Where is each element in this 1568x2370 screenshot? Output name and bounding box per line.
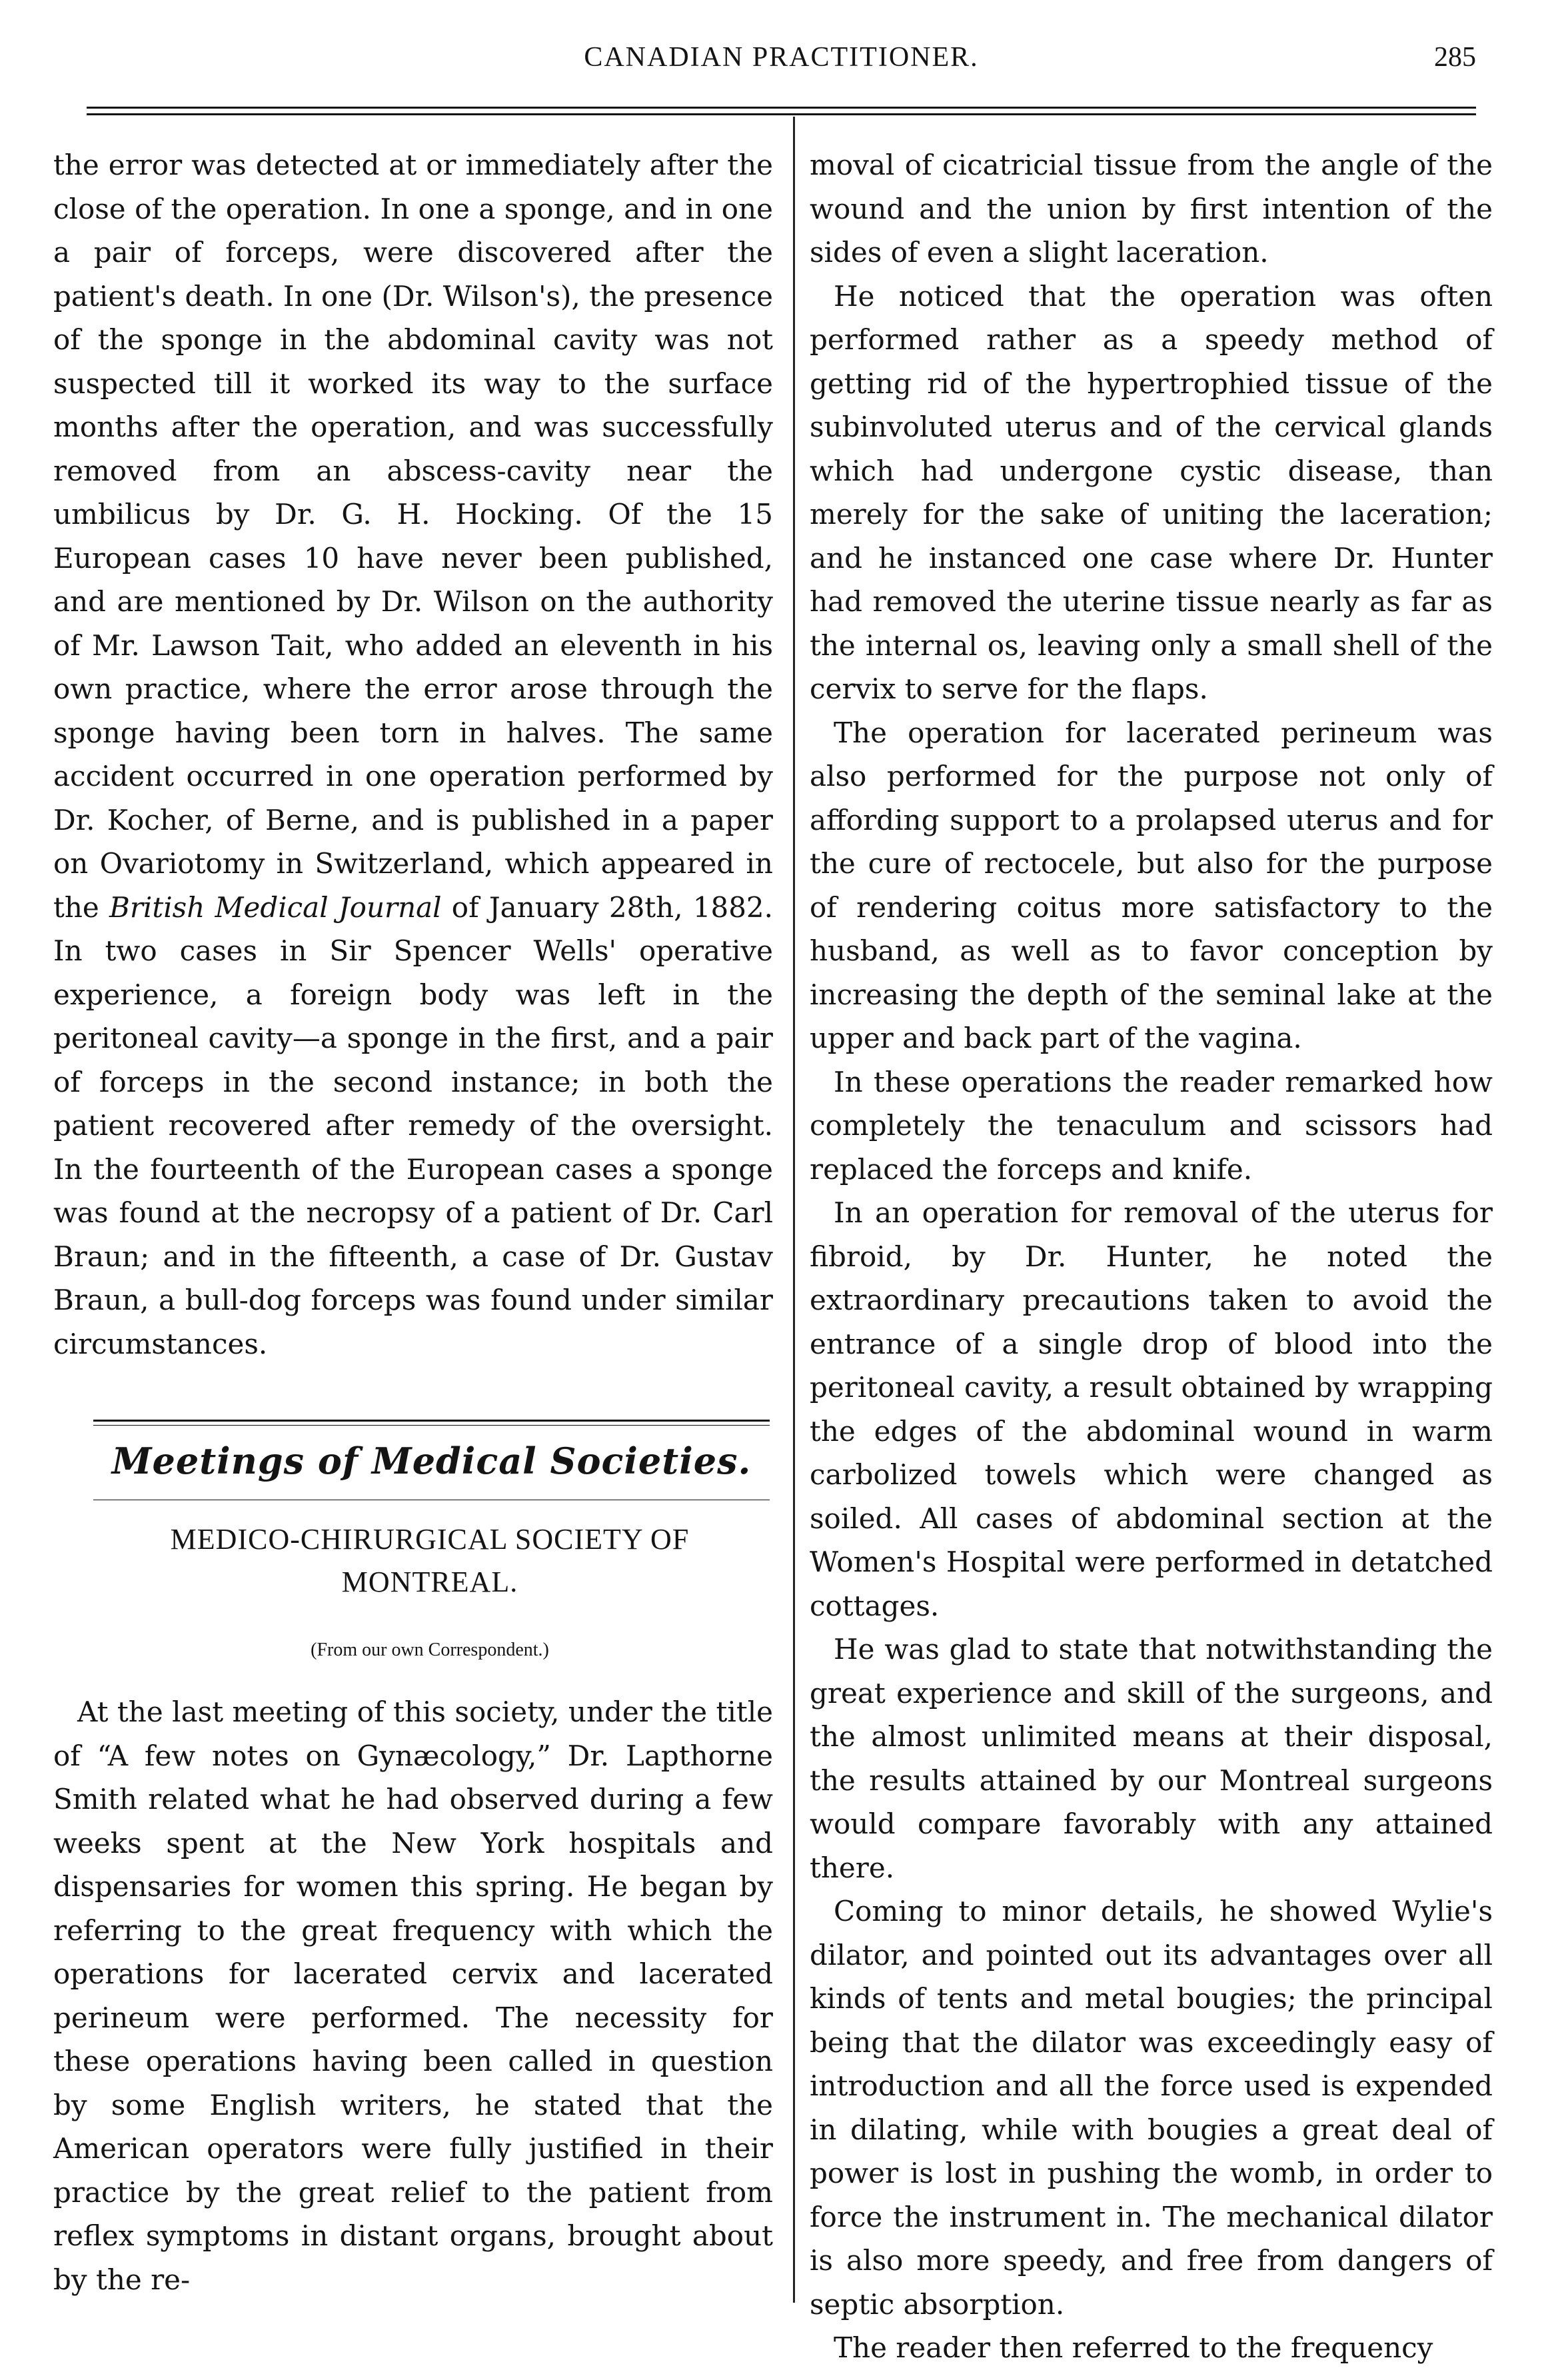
page-number: 285 — [1434, 42, 1476, 73]
right-paragraph: He noticed that the operation was often performed rather as a speedy method of getting rid of the hypertrophied tissue of the subinvoluted uterus and of the cervical glands which had undergone cystic disease, than merely for the sake of uniting the laceration; and he instanced one case where Dr. Hunter had removed the uterine tissue nearly as far as the internal os, leaving only a small shell of the cervix to serve for the flaps. — [810, 279, 1493, 705]
journal-citation: British Medical Journal — [109, 890, 442, 924]
right-paragraph: In these operations the reader remarked how completely the tenaculum and scissors had replaced the forceps and knife. — [810, 1065, 1493, 1186]
right-paragraph: The operation for lacerated perineum was also performed for the purpose not only of affording support to a prolapsed uterus and for the cure of rectocele, but also for the purpose of rendering coitus more satisfactory to the husband, as well as to favor conception by increasing the depth of the seminal lake at the upper and back part of the vagina. — [810, 716, 1493, 1054]
left-column — [53, 143, 773, 1366]
left-top-tail: of January 28th, 1882. In two cases in Sir Spencer Wells' operative experience, a foreign body was left in the peritoneal cavity—a sponge in the first, and a pair of forceps in the second instance; in both the patient recovered after remedy of the oversight. In the fourteenth of the European cases a sponge was found at the necropsy of a patient of Dr. Carl Braun; and in the fifteenth, a case of Dr. Gustav Braun, a bull-dog forceps was found under similar circumstances. — [53, 890, 773, 1360]
journal-title: CANADIAN PRACTITIONER. — [584, 42, 979, 73]
section-rule-thin — [93, 1425, 770, 1426]
right-paragraph: He was glad to state that notwithstanding the great experience and skill of the surgeons, and the almost unlimited means at their disposal, the results attained by our Montreal surgeons would compare favorably with any attained there. — [810, 1633, 1493, 1884]
right-paragraph: moval of cicatricial tissue from the angle of the wound and the union by first intention of the sides of even a slight laceration. — [810, 149, 1493, 269]
header-rule-second — [87, 113, 1476, 115]
section-rule — [93, 1420, 770, 1422]
right-paragraph: Coming to minor details, he showed Wylie's dilator, and pointed out its advantages over all kinds of tents and metal bougies; the principal being that the dilator was exceedingly easy of introduction and all the force used is expended in dilating, while with bougies a great deal of power is lost in pushing the womb, in order to force the instrument in. The mechanical dilator is also more speedy, and free from dangers of septic absorption. — [810, 1895, 1493, 2321]
left-top-paragraph — [53, 143, 773, 1366]
meeting-paragraph: At the last meeting of this society, under the title of “A few notes on Gynæcology,” Dr. Lapthorne Smith related what he had observed during a few weeks spent at the New York hospitals and dispensaries for women this spring. He began by referring to the great frequency with which the operations for lacerated cervix and lacerated perineum were performed. The necessity for these operations having been called in question by some English writers, he stated that the American operators were fully justified in their practice by the great relief to the patient from reflex symptoms in distant organs, brought about by the re- — [53, 1696, 773, 2296]
column-divider — [793, 117, 795, 2303]
page-header — [87, 41, 1476, 88]
right-paragraph: The reader then referred to the frequency — [834, 2331, 1433, 2364]
left-top-text: the error was detected at or immediately after the close of the operation. In one a sponge, and in one a pair of forceps, were discovered after the patient's death. In one (Dr. Wilson's), the presence of the sponge in the abdominal cavity was not suspected till it worked its way to the surface months after the operation, and was successfully removed from an abscess-cavity near the umbilicus by Dr. G. H. Hocking. Of the 15 European cases 10 have never been published, and are mentioned by Dr. Wilson on the authority of Mr. Lawson Tait, who added an eleventh in his own practice, where the error arose through the sponge having been torn in halves. The same accident occurred in one operation performed by Dr. Kocher, of Berne, and is published in a paper on Ovariotomy in Switzerland, which appeared in the — [53, 149, 773, 924]
right-column — [810, 143, 1493, 2370]
correspondent-note: (From our own Correspondent.) — [311, 1640, 549, 1660]
society-title: MEDICO-CHIRURGICAL SOCIETY OF MONTREAL. — [170, 1523, 690, 1598]
header-rule — [87, 107, 1476, 109]
right-paragraph: In an operation for removal of the uterus for fibroid, by Dr. Hunter, he noted the extraordinary precautions taken to avoid the entrance of a single drop of blood into the peritoneal cavity, a result obtained by wrapping the edges of the abdominal wound in warm carbolized towels which were changed as soiled. All cases of abdominal section at the Women's Hospital were performed in detatched cottages. — [810, 1196, 1493, 1622]
section-heading: Meetings of Medical Societies. — [111, 1440, 752, 1482]
left-bottom-column — [53, 1690, 773, 2301]
